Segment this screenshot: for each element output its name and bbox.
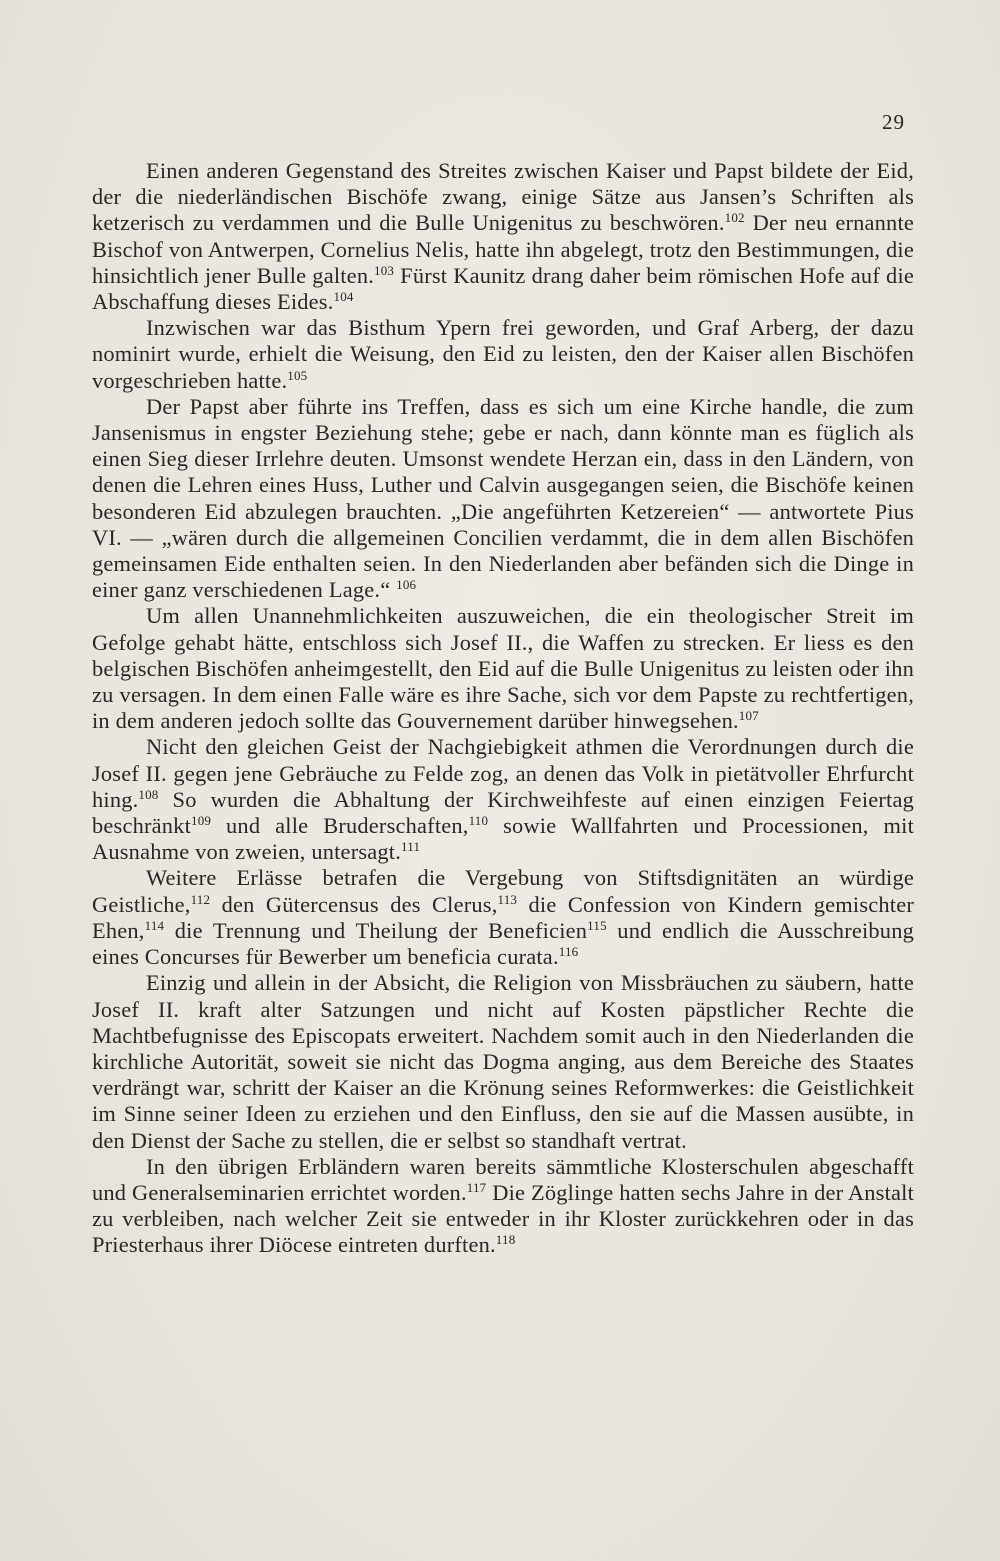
- footnote-ref: 113: [497, 891, 518, 907]
- footnote-ref: 115: [587, 917, 607, 933]
- footnote-ref: 114: [144, 917, 165, 933]
- paragraph-text: die Trennung und Theilung der Beneficien: [164, 917, 588, 943]
- paragraph-text: und alle Bruderschaften,: [211, 813, 469, 839]
- paragraph-text: So wurden die Abhaltung der Kirchweihfeste auf einen einzigen Feiertag beschränkt: [92, 786, 914, 839]
- footnote-ref: 108: [138, 786, 159, 802]
- footnote-ref: 116: [558, 944, 579, 960]
- paragraph-text: und endlich die Ausschreibung eines Concurses für Bewerber um beneficia curata.: [92, 917, 914, 970]
- paragraph: [92, 603, 914, 734]
- paragraph: [92, 394, 914, 604]
- paragraph-text: die Confession von Kindern gemischter Ehen,: [92, 891, 915, 943]
- paragraph-text: Der neu ernannte Bischof von Antwerpen, Cornelius Nelis, hatte ihn abgelegt, trotz den Bestimmungen, die hinsichtlich jener Bulle galten.: [92, 210, 914, 288]
- footnote-ref: 107: [738, 708, 759, 724]
- paragraph-text: Weitere Erlässe betrafen die Vergebung von Stiftsdignitäten an würdige Geistliche,: [92, 865, 914, 917]
- paragraph-text: Die Zöglinge hatten sechs Jahre in der Anstalt zu verbleiben, nach welcher Zeit sie entweder in ihr Kloster zurückkehren oder in das Priesterhaus ihrer Diöcese eintreten durften.: [92, 1179, 914, 1258]
- footnote-ref: 117: [466, 1179, 487, 1195]
- paragraph-text: Inzwischen war das Bisthum Ypern frei geworden, und Graf Arberg, der dazu nominirt wurde, erhielt die Weisung, den Eid zu leisten, den der Kaiser allen Bischöfen vorgeschrieben hatte.: [92, 315, 914, 393]
- footnote-ref: 104: [333, 289, 354, 305]
- paragraph-text: Einen anderen Gegenstand des Streites zwischen Kaiser und Papst bildete der Eid, der die niederländischen Bischöfe zwang, einige Sätze aus Jansen’s Schriften als ketzerisch zu verdammen und die Bulle Unigenitus zu beschwören.: [92, 158, 914, 236]
- footnote-ref: 103: [374, 262, 395, 278]
- paragraph: [92, 1154, 914, 1259]
- footnote-ref: 111: [401, 839, 421, 855]
- paragraph-text: Um allen Unannehmlichkeiten auszuweichen, die ein theologischer Streit im Gefolge gehabt hätte, entschloss sich Josef II., die Waffen zu strecken. Er liess es den belgischen Bischöfen anheimgestellt, den Eid auf die Bulle Unigenitus zu leisten oder ihn zu versagen. In dem einen Falle wäre es ihre Sache, sich vor dem Papste zu rechtfertigen, in dem anderen jedoch sollte das Gouvernement darüber hinwegsehen.: [92, 603, 914, 734]
- paragraph: [92, 970, 914, 1153]
- footnote-ref: 105: [287, 367, 308, 383]
- paragraph-text: Der Papst aber führte ins Treffen, dass es sich um eine Kirche handle, die zum Jansenismus in engster Beziehung stehe; gebe er nach, dann könnte man es füglich als einen Sieg dieser Irrlehre deuten. Umsonst wendete Herzan ein, dass in den Ländern, von denen die Lehren eines Huss, Luther und Calvin ausgegangen seien, die Bischöfe keinen besonderen Eid abzulegen brauchten. „Die angeführten Ketzereien“ — antwortete Pius VI. — „wären durch die allgemeinen Concilien verdammt, die in dem allen Bischöfen gemeinsamen Eide enthalten seien. In den Niederlanden aber befänden sich die Dinge in einer ganz verschiedenen Lage.“: [92, 393, 914, 603]
- paragraph-text: In den übrigen Erbländern waren bereits sämmtliche Klosterschulen abgeschafft und Generalseminarien errichtet worden.: [92, 1153, 914, 1205]
- footnote-ref: 110: [468, 813, 489, 829]
- page-number: 29: [882, 110, 905, 134]
- paragraph-text: Nicht den gleichen Geist der Nachgiebigkeit athmen die Verordnungen durch die Josef II. gegen jene Gebräuche zu Felde zog, an denen das Volk in pietätvoller Ehrfurcht hing.: [92, 734, 914, 812]
- footnote-ref: 106: [396, 577, 417, 593]
- paragraph-text: Einzig und allein in der Absicht, die Religion von Missbräuchen zu säubern, hatte Josef II. kraft alter Satzungen und nicht auf Kosten päpstlicher Rechte die Machtbefugnisse des Episcopats erweitert. Nachdem somit auch in den Niederlanden die kirchliche Autorität, soweit sie nicht das Dogma anging, aus dem Bereiche des Staates verdrängt war, schritt der Kaiser an die Krönung seines Reformwerkes: die Geistlichkeit im Sinne seiner Ideen zu erziehen und den Einfluss, den sie auf die Massen ausübte, in den Dienst der Sache zu stellen, die er selbst so standhaft vertrat.: [92, 970, 914, 1153]
- paragraph: [92, 865, 914, 970]
- footnote-ref: 102: [724, 210, 745, 226]
- paragraph-text: sowie Wallfahrten und Processionen, mit Ausnahme von zweien, untersagt.: [92, 813, 914, 865]
- paragraph-text: Fürst Kaunitz drang daher beim römischen Hofe auf die Abschaffung dieses Eides.: [92, 262, 914, 315]
- paragraph-text: den Gütercensus des Clerus,: [210, 891, 498, 917]
- footnote-ref: 112: [190, 891, 211, 907]
- footnote-ref: 118: [495, 1232, 516, 1248]
- footnote-ref: 109: [191, 813, 212, 829]
- paragraph: [92, 315, 914, 394]
- body-text: [92, 158, 914, 1259]
- paragraph: [92, 158, 914, 315]
- paragraph: [92, 734, 914, 865]
